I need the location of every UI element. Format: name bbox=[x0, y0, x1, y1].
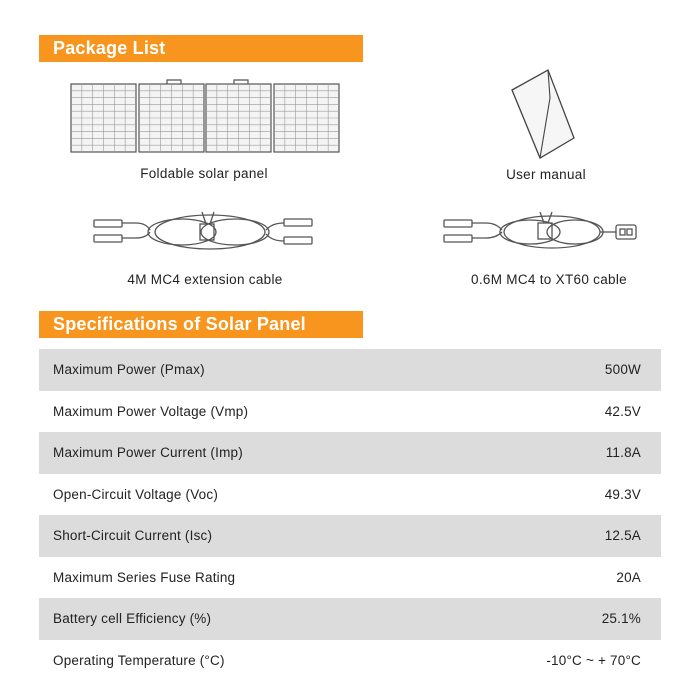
spec-row bbox=[39, 349, 661, 391]
spec-value: 12.5A bbox=[604, 528, 641, 544]
spec-value: 25.1% bbox=[601, 611, 641, 627]
spec-row bbox=[39, 391, 661, 433]
spec-row bbox=[39, 474, 661, 516]
spec-row bbox=[39, 432, 661, 474]
spec-label: Maximum Power Current (Imp) bbox=[53, 445, 243, 461]
spec-row bbox=[39, 640, 661, 682]
spec-label: Open-Circuit Voltage (Voc) bbox=[53, 486, 219, 502]
spec-label: Short-Circuit Current (Isc) bbox=[53, 528, 213, 544]
package-item-label: 4M MC4 extension cable bbox=[127, 272, 283, 287]
spec-row bbox=[39, 515, 661, 557]
spec-value: 49.3V bbox=[604, 486, 641, 502]
specifications-heading: Specifications of Solar Panel bbox=[39, 311, 363, 338]
spec-label: Maximum Power (Pmax) bbox=[53, 362, 205, 378]
package-list-heading: Package List bbox=[39, 35, 363, 62]
spec-row bbox=[39, 557, 661, 599]
mc4-cable-icon bbox=[90, 208, 315, 263]
spec-value: 20A bbox=[616, 569, 641, 585]
spec-value: -10°C ~ + 70°C bbox=[546, 652, 641, 668]
xt60-cable-icon bbox=[440, 208, 640, 263]
specifications-table bbox=[39, 349, 661, 681]
solar-panel-icon bbox=[70, 78, 340, 159]
package-item-label: 0.6M MC4 to XT60 cable bbox=[471, 272, 627, 287]
spec-label: Operating Temperature (°C) bbox=[53, 652, 225, 668]
spec-label: Maximum Power Voltage (Vmp) bbox=[53, 403, 249, 419]
spec-label: Maximum Series Fuse Rating bbox=[53, 569, 236, 585]
spec-value: 11.8A bbox=[605, 445, 641, 461]
spec-row bbox=[39, 598, 661, 640]
spec-label: Battery cell Efficiency (%) bbox=[53, 611, 212, 627]
spec-value: 500W bbox=[604, 362, 641, 378]
package-item-label: Foldable solar panel bbox=[140, 166, 268, 181]
manual-icon bbox=[510, 68, 576, 165]
package-item-label: User manual bbox=[506, 167, 586, 182]
spec-value: 42.5V bbox=[604, 403, 641, 419]
